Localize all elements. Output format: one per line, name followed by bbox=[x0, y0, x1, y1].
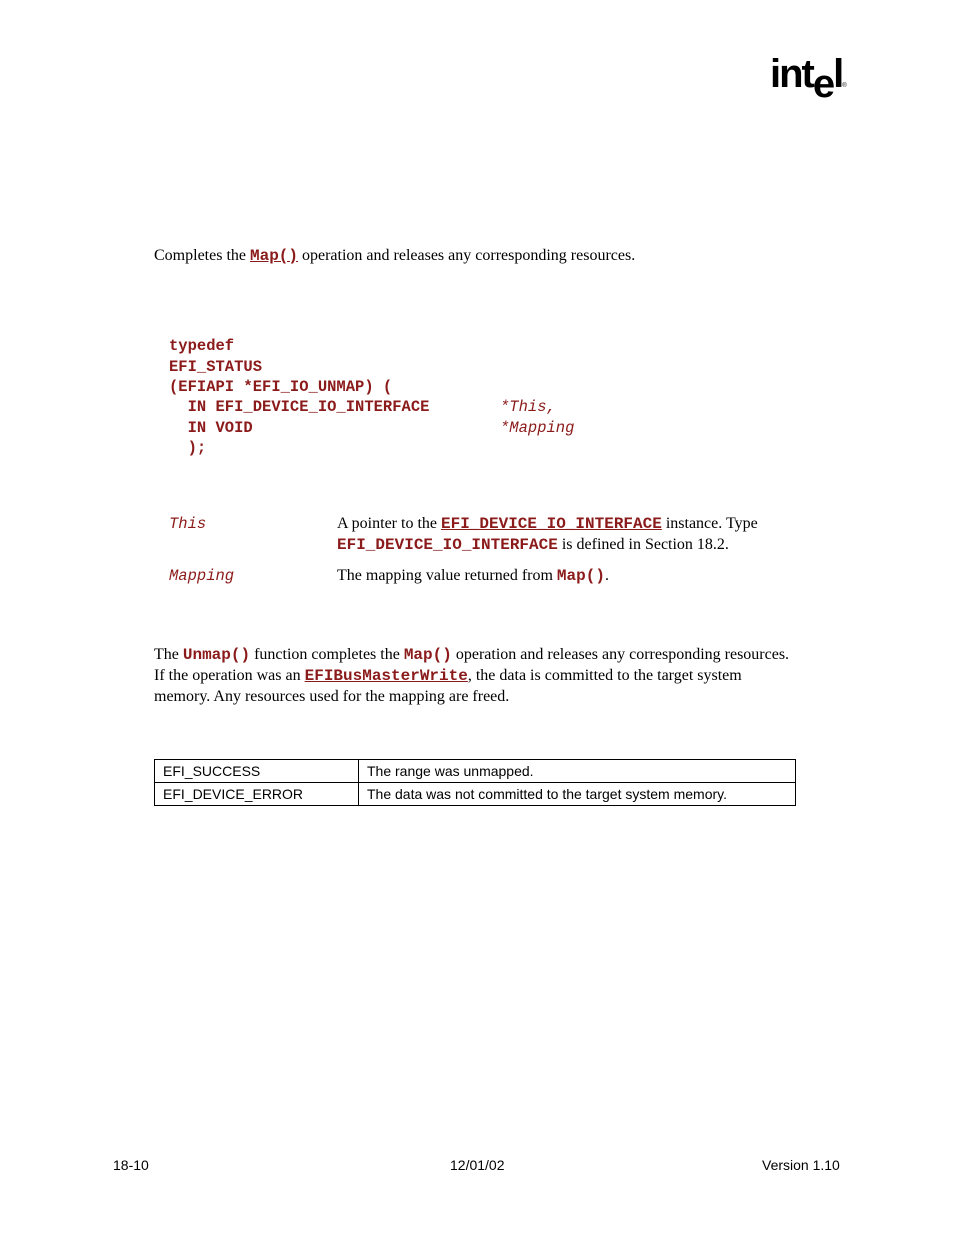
intel-logo bbox=[770, 52, 847, 106]
status-code-cell: EFI_DEVICE_ERROR bbox=[155, 783, 359, 806]
status-codes-table bbox=[154, 759, 796, 806]
description-line-2: If the operation was an EFIBusMasterWrite, the data is committed to the target system bbox=[154, 667, 742, 685]
prototype-line-2: EFI_STATUS bbox=[169, 358, 263, 376]
description-line-3: memory. Any resources used for the mapping are freed. bbox=[154, 688, 510, 705]
map-link[interactable]: Map() bbox=[249, 247, 298, 265]
footer-date: 12/01/02 bbox=[450, 1157, 505, 1173]
prototype-line-1: typedef bbox=[169, 337, 235, 355]
description-line-1: The Unmap() function completes the Map() operation and releases any corresponding resources. bbox=[154, 646, 790, 664]
map-function-ref-2: Map() bbox=[403, 646, 452, 664]
param-name-mapping: Mapping bbox=[169, 567, 235, 585]
status-desc-cell: The data was not committed to the target system memory. bbox=[359, 783, 796, 806]
prototype-line-3: (EFIAPI *EFI_IO_UNMAP) ( bbox=[169, 378, 393, 396]
param-name-this: This bbox=[169, 515, 207, 533]
summary-text: Completes the Map() operation and releases any corresponding resources. bbox=[154, 247, 636, 265]
status-desc-cell: The range was unmapped. bbox=[359, 760, 796, 783]
map-function-ref: Map() bbox=[556, 567, 605, 585]
efi-bus-master-write-link[interactable]: EFIBusMasterWrite bbox=[304, 667, 468, 685]
prototype-line-6: ); bbox=[169, 439, 207, 457]
param-desc-this-line1: A pointer to the EFI_DEVICE_IO_INTERFACE instance. Type bbox=[337, 515, 758, 533]
efi-device-io-interface-type: EFI_DEVICE_IO_INTERFACE bbox=[337, 536, 558, 554]
prototype-line-4-decl: IN EFI_DEVICE_IO_INTERFACE bbox=[169, 398, 430, 416]
unmap-function-ref: Unmap() bbox=[182, 646, 251, 664]
table-row bbox=[155, 760, 796, 783]
prototype-line-5-param: *Mapping bbox=[500, 419, 575, 437]
footer-page-number: 18-10 bbox=[113, 1157, 149, 1173]
efi-device-io-interface-link[interactable]: EFI_DEVICE_IO_INTERFACE bbox=[440, 515, 662, 533]
table-row bbox=[155, 783, 796, 806]
footer-version: Version 1.10 bbox=[762, 1157, 840, 1173]
param-desc-mapping: The mapping value returned from Map(). bbox=[337, 567, 609, 585]
logo-registered-mark: ® bbox=[842, 83, 847, 89]
param-desc-this-line2: EFI_DEVICE_IO_INTERFACE is defined in Section 18.2. bbox=[337, 536, 729, 554]
prototype-line-5-decl: IN VOID bbox=[169, 419, 253, 437]
logo-text: intel bbox=[770, 52, 843, 106]
prototype-line-4-param: *This, bbox=[500, 398, 556, 416]
status-code-cell: EFI_SUCCESS bbox=[155, 760, 359, 783]
